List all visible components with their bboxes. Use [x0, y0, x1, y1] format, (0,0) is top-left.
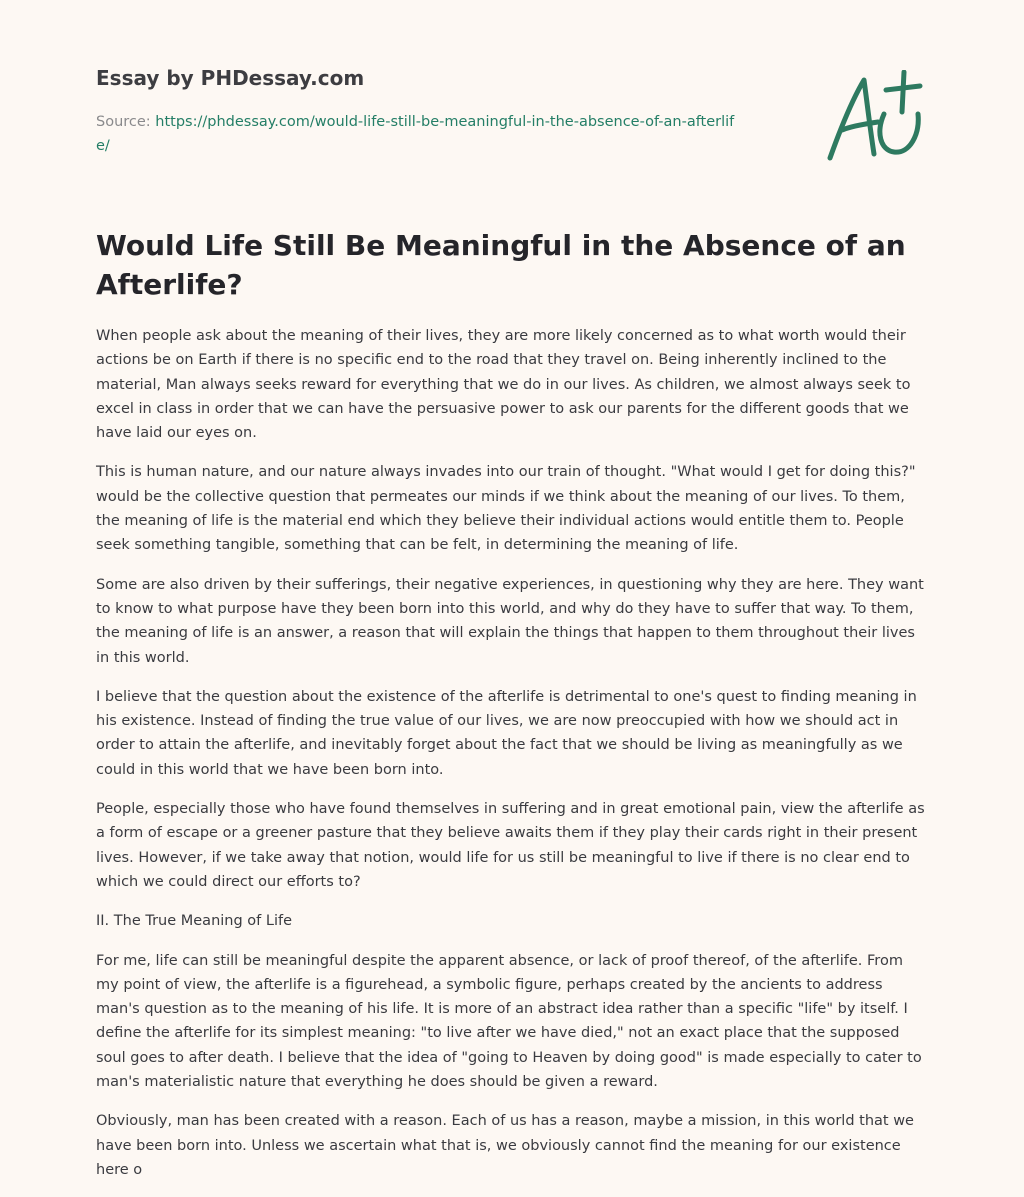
- paragraph: I believe that the question about the existence of the afterlife is detrimental to one's quest to finding meaning in his existence. Instead of finding the true value of our lives, we are now preoccupied with how we should act in order to attain the afterlife, and inevitably forget about the fact that we should be living as meaningfully as we could in this world that we have been born into.: [96, 688, 917, 778]
- essay-body: [96, 324, 928, 1197]
- source-link[interactable]: https://phdessay.com/would-life-still-be-meaningful-in-the-absence-of-an-afterlife/: [96, 114, 735, 154]
- paragraph: Obviously, man has been created with a reason. Each of us has a reason, maybe a mission, in this world that we have been born into. Unless we ascertain what that is, we obviously cannot find the meaning for our existence here o: [96, 1113, 914, 1178]
- paragraph: For me, life can still be meaningful despite the apparent absence, or lack of proof thereof, of the afterlife. From my point of view, the afterlife is a figurehead, a symbolic figure, perhaps created by the ancients to address man's question as to the meaning of his life. It is more of an abstract idea rather than a specific "life" by itself. I define the afterlife for its simplest meaning: "to live after we have died," not an exact place that the supposed soul goes to after death. I believe that the idea of "going to Heaven by doing good" is made especially to cater to man's materialistic nature that everything he does should be given a reward.: [96, 952, 922, 1091]
- paragraph: People, especially those who have found themselves in suffering and in great emotional pain, view the afterlife as a form of escape or a greener pasture that they believe awaits them if they play their cards right in their present lives. However, if we take away that notion, would life for us still be meaningful to live if there is no clear end to which we could direct our efforts to?: [96, 801, 925, 890]
- site-header: [96, 62, 736, 158]
- source-line: [96, 110, 736, 158]
- site-brand: Essay by PHDessay.com: [96, 66, 365, 90]
- paragraph: Some are also driven by their sufferings, their negative experiences, in questioning why they are here. They want to know to what purpose have they been born into this world, and why do they have to suffer that way. To them, the meaning of life is an answer, a reason that will explain the things that happen to them throughout their lives in this world.: [96, 576, 924, 666]
- section-heading: II. The True Meaning of Life: [96, 913, 293, 930]
- paragraph: When people ask about the meaning of their lives, they are more likely concerned as to what worth would their actions be on Earth if there is no specific end to the road that they travel on. Being inherently inclined to the material, Man always seeks reward for everything that we do in our lives. As children, we almost always seek to excel in class in order that we can have the persuasive power to ask our parents for the different goods that we have laid our eyes on.: [96, 328, 911, 442]
- a-plus-logo-icon: [820, 70, 930, 166]
- source-label: Source:: [96, 114, 151, 130]
- paragraph: This is human nature, and our nature always invades into our train of thought. "What would I get for doing this?" would be the collective question that permeates our minds if we think about the meaning of our lives. To them, the meaning of life is the material end which they believe their individual actions would entitle them to. People seek something tangible, something that can be felt, in determining the meaning of life.: [96, 464, 916, 554]
- essay-title: Would Life Still Be Meaningful in the Absence of an Afterlife?: [96, 229, 906, 301]
